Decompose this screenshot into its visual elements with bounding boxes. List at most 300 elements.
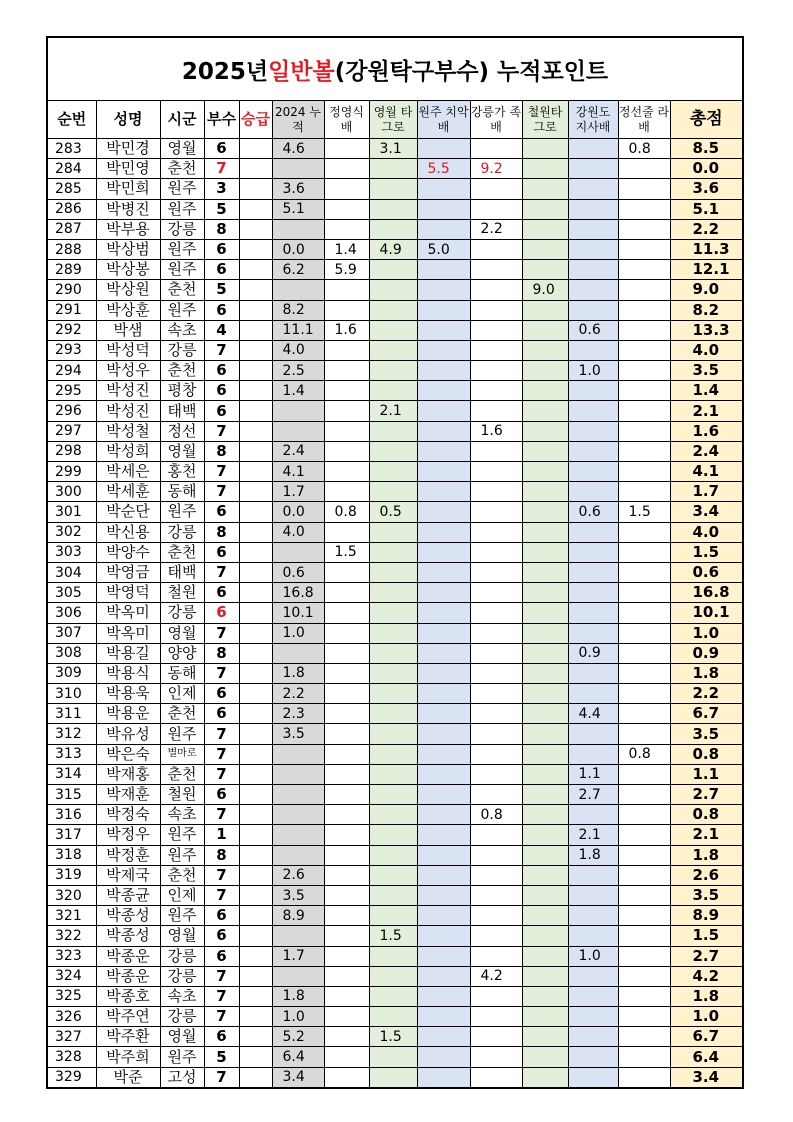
row-city: 춘천 <box>160 280 204 300</box>
row-name: 박성희 <box>96 441 160 461</box>
row-cheorwon-points <box>522 845 568 865</box>
row-yeongwol-points <box>369 421 417 441</box>
row-total: 3.5 <box>670 724 742 744</box>
row-yeongwol-points <box>369 865 417 885</box>
row-promotion <box>239 462 272 482</box>
row-name: 박성철 <box>96 421 160 441</box>
row-cheorwon-points <box>522 825 568 845</box>
row-division: 1 <box>204 825 239 845</box>
row-promotion <box>239 562 272 582</box>
row-name: 박상봉 <box>96 260 160 280</box>
row-wonju-points <box>417 724 470 744</box>
row-no: 312 <box>48 724 96 744</box>
row-jeongseon-points <box>618 1027 670 1047</box>
row-promotion <box>239 885 272 905</box>
row-2024-points: 2.3 <box>272 704 324 724</box>
row-cheorwon-points <box>522 785 568 805</box>
row-yeongwol-points <box>369 280 417 300</box>
row-gangwon-points: 1.0 <box>568 361 618 381</box>
row-city: 원주 <box>160 260 204 280</box>
row-gangneung-points <box>470 522 522 542</box>
row-2024-points: 2.6 <box>272 865 324 885</box>
row-name: 박종성 <box>96 926 160 946</box>
row-wonju-points <box>417 926 470 946</box>
row-jeongyeongsik-points <box>324 946 369 966</box>
row-gangneung-points <box>470 724 522 744</box>
row-name: 박성진 <box>96 381 160 401</box>
row-no: 321 <box>48 906 96 926</box>
row-division: 7 <box>204 462 239 482</box>
row-yeongwol-points <box>369 482 417 502</box>
row-promotion <box>239 583 272 603</box>
row-name: 박민경 <box>96 139 160 159</box>
row-jeongyeongsik-points <box>324 603 369 623</box>
row-gangwon-points: 0.6 <box>568 502 618 522</box>
row-total: 1.8 <box>670 845 742 865</box>
row-gangwon-points: 0.9 <box>568 643 618 663</box>
row-2024-points: 4.1 <box>272 462 324 482</box>
row-2024-points: 3.5 <box>272 885 324 905</box>
row-total: 6.7 <box>670 1027 742 1047</box>
row-total: 11.3 <box>670 239 742 259</box>
row-total: 3.5 <box>670 361 742 381</box>
row-city: 원주 <box>160 502 204 522</box>
row-no: 317 <box>48 825 96 845</box>
row-jeongseon-points <box>618 684 670 704</box>
row-2024-points: 0.0 <box>272 239 324 259</box>
row-promotion <box>239 764 272 784</box>
row-jeongseon-points <box>618 865 670 885</box>
row-division: 7 <box>204 1007 239 1027</box>
table-row <box>48 381 742 401</box>
row-jeongyeongsik-points <box>324 805 369 825</box>
table-row <box>48 562 742 582</box>
row-gangwon-points: 1.0 <box>568 946 618 966</box>
row-promotion <box>239 320 272 340</box>
row-gangneung-points <box>470 320 522 340</box>
row-2024-points: 1.0 <box>272 623 324 643</box>
row-no: 326 <box>48 1007 96 1027</box>
row-total: 5.1 <box>670 199 742 219</box>
row-total: 16.8 <box>670 583 742 603</box>
row-promotion <box>239 663 272 683</box>
row-city: 강릉 <box>160 946 204 966</box>
row-wonju-points <box>417 623 470 643</box>
row-city: 태백 <box>160 562 204 582</box>
row-division: 6 <box>204 906 239 926</box>
row-no: 302 <box>48 522 96 542</box>
row-total: 3.5 <box>670 885 742 905</box>
row-name: 박세은 <box>96 462 160 482</box>
row-yeongwol-points <box>369 583 417 603</box>
row-gangneung-points <box>470 381 522 401</box>
row-promotion <box>239 603 272 623</box>
table-row <box>48 865 742 885</box>
row-city: 강릉 <box>160 603 204 623</box>
row-division: 8 <box>204 643 239 663</box>
row-gangwon-points <box>568 583 618 603</box>
row-division: 5 <box>204 199 239 219</box>
table-row <box>48 764 742 784</box>
table-row <box>48 744 742 764</box>
row-jeongyeongsik-points <box>324 724 369 744</box>
row-jeongseon-points <box>618 966 670 986</box>
row-total: 0.0 <box>670 159 742 179</box>
row-gangneung-points <box>470 744 522 764</box>
row-division: 7 <box>204 482 239 502</box>
row-promotion <box>239 441 272 461</box>
table-row <box>48 785 742 805</box>
row-name: 박주희 <box>96 1047 160 1067</box>
row-city: 춘천 <box>160 542 204 562</box>
row-wonju-points <box>417 542 470 562</box>
row-2024-points <box>272 926 324 946</box>
row-promotion <box>239 906 272 926</box>
row-name: 박재홍 <box>96 764 160 784</box>
row-promotion <box>239 260 272 280</box>
row-gangwon-points <box>568 139 618 159</box>
row-promotion <box>239 300 272 320</box>
row-city: 원주 <box>160 845 204 865</box>
row-gangneung-points: 1.6 <box>470 421 522 441</box>
header-gangneung: 강릉가 족배 <box>470 101 522 139</box>
row-jeongseon-points <box>618 522 670 542</box>
row-city: 영월 <box>160 441 204 461</box>
row-promotion <box>239 744 272 764</box>
row-no: 310 <box>48 684 96 704</box>
row-city: 홍천 <box>160 462 204 482</box>
row-city: 원주 <box>160 199 204 219</box>
row-total: 1.7 <box>670 482 742 502</box>
row-no: 322 <box>48 926 96 946</box>
row-promotion <box>239 179 272 199</box>
row-name: 박상범 <box>96 239 160 259</box>
row-division: 6 <box>204 361 239 381</box>
row-gangwon-points <box>568 906 618 926</box>
row-division: 6 <box>204 542 239 562</box>
row-cheorwon-points <box>522 663 568 683</box>
row-name: 박세훈 <box>96 482 160 502</box>
row-jeongyeongsik-points <box>324 663 369 683</box>
row-gangneung-points <box>470 603 522 623</box>
row-total: 8.5 <box>670 139 742 159</box>
row-gangneung-points <box>470 462 522 482</box>
row-promotion <box>239 865 272 885</box>
row-wonju-points <box>417 643 470 663</box>
row-city: 철원 <box>160 785 204 805</box>
row-city: 영월 <box>160 623 204 643</box>
row-jeongyeongsik-points <box>324 704 369 724</box>
row-division: 6 <box>204 401 239 421</box>
row-division: 7 <box>204 885 239 905</box>
header-city: 시군 <box>160 101 204 139</box>
row-jeongyeongsik-points <box>324 462 369 482</box>
row-division: 7 <box>204 986 239 1006</box>
table-row <box>48 502 742 522</box>
row-yeongwol-points <box>369 320 417 340</box>
row-no: 313 <box>48 744 96 764</box>
table-row <box>48 643 742 663</box>
row-jeongyeongsik-points <box>324 179 369 199</box>
row-city: 평창 <box>160 381 204 401</box>
row-division: 6 <box>204 260 239 280</box>
row-city: 속초 <box>160 805 204 825</box>
row-name: 박은숙 <box>96 744 160 764</box>
row-cheorwon-points <box>522 361 568 381</box>
row-gangwon-points <box>568 441 618 461</box>
row-jeongyeongsik-points <box>324 825 369 845</box>
row-promotion <box>239 684 272 704</box>
table-row <box>48 260 742 280</box>
row-2024-points <box>272 805 324 825</box>
row-yeongwol-points <box>369 946 417 966</box>
row-promotion <box>239 542 272 562</box>
row-no: 295 <box>48 381 96 401</box>
row-gangwon-points <box>568 239 618 259</box>
row-gangneung-points <box>470 885 522 905</box>
row-gangwon-points <box>568 381 618 401</box>
row-city: 원주 <box>160 239 204 259</box>
row-no: 292 <box>48 320 96 340</box>
row-jeongseon-points <box>618 542 670 562</box>
row-wonju-points <box>417 1067 470 1087</box>
row-jeongseon-points <box>618 704 670 724</box>
row-gangneung-points <box>470 1067 522 1087</box>
row-jeongyeongsik-points <box>324 785 369 805</box>
header-total: 총점 <box>670 101 742 139</box>
row-gangwon-points <box>568 522 618 542</box>
row-gangwon-points <box>568 623 618 643</box>
row-division: 8 <box>204 441 239 461</box>
row-wonju-points <box>417 1047 470 1067</box>
header-jeongyeongsik: 정영식 배 <box>324 101 369 139</box>
row-total: 6.4 <box>670 1047 742 1067</box>
row-gangneung-points <box>470 583 522 603</box>
row-jeongseon-points <box>618 906 670 926</box>
row-division: 7 <box>204 724 239 744</box>
row-jeongseon-points <box>618 764 670 784</box>
row-city: 양양 <box>160 643 204 663</box>
row-gangwon-points <box>568 179 618 199</box>
row-wonju-points <box>417 381 470 401</box>
row-yeongwol-points <box>369 361 417 381</box>
row-jeongyeongsik-points <box>324 300 369 320</box>
row-wonju-points <box>417 986 470 1006</box>
row-yeongwol-points: 1.5 <box>369 926 417 946</box>
row-no: 324 <box>48 966 96 986</box>
row-gangneung-points <box>470 986 522 1006</box>
row-promotion <box>239 199 272 219</box>
row-2024-points <box>272 764 324 784</box>
row-promotion <box>239 159 272 179</box>
row-name: 박상훈 <box>96 300 160 320</box>
header-cheorwon: 철원타 그로 <box>522 101 568 139</box>
row-no: 329 <box>48 1067 96 1087</box>
row-jeongseon-points <box>618 159 670 179</box>
table-row <box>48 623 742 643</box>
row-wonju-points <box>417 199 470 219</box>
row-jeongyeongsik-points <box>324 764 369 784</box>
table-row <box>48 280 742 300</box>
row-total: 3.4 <box>670 1067 742 1087</box>
row-wonju-points <box>417 966 470 986</box>
row-cheorwon-points <box>522 1067 568 1087</box>
row-jeongseon-points <box>618 421 670 441</box>
row-yeongwol-points <box>369 885 417 905</box>
row-gangwon-points <box>568 300 618 320</box>
row-2024-points: 10.1 <box>272 603 324 623</box>
row-jeongseon-points <box>618 663 670 683</box>
table-row <box>48 462 742 482</box>
row-gangneung-points <box>470 684 522 704</box>
row-cheorwon-points <box>522 199 568 219</box>
row-gangwon-points: 4.4 <box>568 704 618 724</box>
row-2024-points: 4.0 <box>272 340 324 360</box>
row-name: 박재훈 <box>96 785 160 805</box>
title-prefix: 2025년 <box>181 58 269 85</box>
row-name: 박용길 <box>96 643 160 663</box>
row-city: 춘천 <box>160 764 204 784</box>
table-row <box>48 401 742 421</box>
row-name: 박부용 <box>96 219 160 239</box>
row-promotion <box>239 825 272 845</box>
row-jeongseon-points <box>618 1047 670 1067</box>
row-cheorwon-points <box>522 623 568 643</box>
row-promotion <box>239 502 272 522</box>
row-jeongyeongsik-points <box>324 1047 369 1067</box>
row-yeongwol-points <box>369 603 417 623</box>
row-cheorwon-points <box>522 159 568 179</box>
row-promotion <box>239 219 272 239</box>
row-name: 박주연 <box>96 1007 160 1027</box>
header-2024: 2024 누적 <box>272 101 324 139</box>
row-cheorwon-points <box>522 239 568 259</box>
row-name: 박용욱 <box>96 684 160 704</box>
row-cheorwon-points <box>522 320 568 340</box>
row-yeongwol-points <box>369 764 417 784</box>
row-2024-points <box>272 280 324 300</box>
row-division: 6 <box>204 603 239 623</box>
row-wonju-points <box>417 421 470 441</box>
row-jeongseon-points <box>618 724 670 744</box>
row-city: 인제 <box>160 684 204 704</box>
row-cheorwon-points <box>522 219 568 239</box>
row-division: 7 <box>204 805 239 825</box>
table-row <box>48 320 742 340</box>
row-name: 박성진 <box>96 401 160 421</box>
row-cheorwon-points <box>522 885 568 905</box>
row-wonju-points <box>417 906 470 926</box>
row-no: 327 <box>48 1027 96 1047</box>
row-promotion <box>239 785 272 805</box>
row-gangneung-points <box>470 785 522 805</box>
row-yeongwol-points: 2.1 <box>369 401 417 421</box>
row-2024-points: 6.4 <box>272 1047 324 1067</box>
row-city: 원주 <box>160 179 204 199</box>
row-wonju-points <box>417 482 470 502</box>
row-cheorwon-points <box>522 179 568 199</box>
row-division: 8 <box>204 845 239 865</box>
row-no: 307 <box>48 623 96 643</box>
row-division: 6 <box>204 1027 239 1047</box>
row-gangwon-points <box>568 159 618 179</box>
row-cheorwon-points <box>522 583 568 603</box>
row-yeongwol-points <box>369 785 417 805</box>
row-jeongseon-points <box>618 986 670 1006</box>
row-2024-points <box>272 966 324 986</box>
row-no: 320 <box>48 885 96 905</box>
row-2024-points: 3.5 <box>272 724 324 744</box>
row-gangwon-points <box>568 340 618 360</box>
row-2024-points: 1.4 <box>272 381 324 401</box>
row-wonju-points <box>417 603 470 623</box>
row-city: 별마로 <box>160 744 204 764</box>
table-row <box>48 542 742 562</box>
row-gangwon-points <box>568 1067 618 1087</box>
row-no: 297 <box>48 421 96 441</box>
row-total: 1.8 <box>670 986 742 1006</box>
row-name: 박종운 <box>96 966 160 986</box>
row-total: 13.3 <box>670 320 742 340</box>
row-no: 323 <box>48 946 96 966</box>
row-no: 284 <box>48 159 96 179</box>
table-row <box>48 239 742 259</box>
row-wonju-points <box>417 845 470 865</box>
row-jeongyeongsik-points <box>324 219 369 239</box>
row-name: 박유성 <box>96 724 160 744</box>
row-2024-points: 1.7 <box>272 482 324 502</box>
row-yeongwol-points <box>369 805 417 825</box>
row-city: 고성 <box>160 1067 204 1087</box>
row-jeongseon-points <box>618 300 670 320</box>
row-promotion <box>239 1067 272 1087</box>
row-total: 2.6 <box>670 865 742 885</box>
row-2024-points: 1.0 <box>272 1007 324 1027</box>
header-wonju: 원주 치악배 <box>417 101 470 139</box>
row-gangwon-points: 2.7 <box>568 785 618 805</box>
row-2024-points: 2.2 <box>272 684 324 704</box>
row-division: 7 <box>204 421 239 441</box>
row-jeongseon-points <box>618 845 670 865</box>
row-total: 1.4 <box>670 381 742 401</box>
table-row <box>48 219 742 239</box>
row-gangneung-points: 0.8 <box>470 805 522 825</box>
row-city: 강릉 <box>160 966 204 986</box>
row-promotion <box>239 381 272 401</box>
row-gangneung-points <box>470 1027 522 1047</box>
row-cheorwon-points: 9.0 <box>522 280 568 300</box>
table-row <box>48 199 742 219</box>
row-total: 1.0 <box>670 1007 742 1027</box>
row-no: 315 <box>48 785 96 805</box>
row-wonju-points: 5.5 <box>417 159 470 179</box>
row-promotion <box>239 1027 272 1047</box>
row-cheorwon-points <box>522 1047 568 1067</box>
row-cheorwon-points <box>522 542 568 562</box>
row-wonju-points <box>417 562 470 582</box>
row-division: 7 <box>204 1067 239 1087</box>
row-2024-points <box>272 643 324 663</box>
row-division: 6 <box>204 684 239 704</box>
row-jeongyeongsik-points: 5.9 <box>324 260 369 280</box>
header-row <box>48 101 742 139</box>
row-gangneung-points <box>470 300 522 320</box>
row-jeongseon-points <box>618 280 670 300</box>
table-row <box>48 684 742 704</box>
row-name: 박신용 <box>96 522 160 542</box>
row-cheorwon-points <box>522 522 568 542</box>
row-no: 288 <box>48 239 96 259</box>
